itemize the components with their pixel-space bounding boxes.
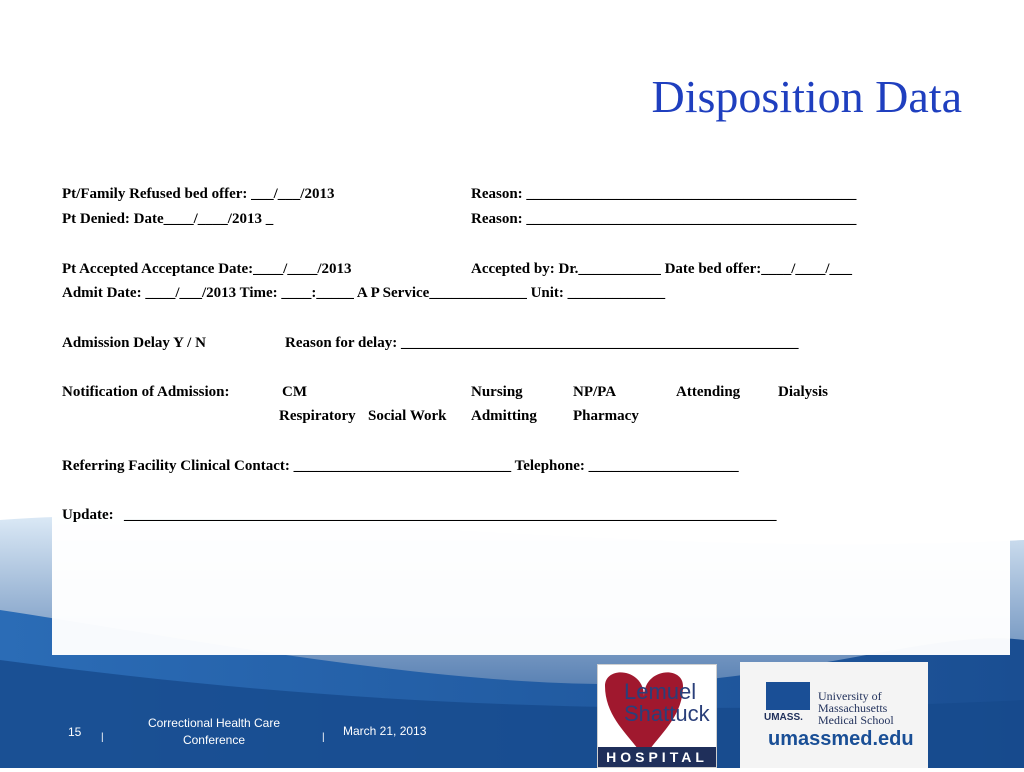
accepted-by-field: Accepted by: Dr.___________ Date bed offer:____/____/___: [471, 261, 853, 277]
admission-delay-field: Admission Delay Y / N: [62, 335, 206, 351]
umass-line-2: Massachusetts: [818, 701, 888, 715]
conference-line-1: Correctional Health Care: [147, 716, 281, 730]
lemuel-shattuck-logo: [597, 664, 717, 768]
lemuel-text: [624, 681, 710, 725]
notify-nursing: Nursing: [471, 384, 523, 400]
admit-date-field: Admit Date: ____/___/2013 Time: ____:_____ A P Service_____________ Unit: _____________: [62, 285, 666, 301]
conference-line-2: Conference: [182, 733, 246, 747]
page-number: 15: [68, 725, 82, 739]
footer-separator: |: [101, 732, 104, 743]
umass-line-1: University of: [818, 689, 882, 703]
notify-admitting: Admitting: [471, 408, 537, 424]
umass-mark-text: UMASS.: [764, 712, 803, 723]
slide-title: Disposition Data: [651, 71, 962, 122]
refused-bed-offer-field: Pt/Family Refused bed offer: ___/___/2013: [62, 186, 335, 202]
lemuel-line-2: Shattuck: [624, 701, 710, 726]
denied-reason-field: Reason: ____________________________________________: [471, 211, 857, 227]
umass-mark-icon: [766, 682, 810, 710]
notify-dialysis: Dialysis: [778, 384, 829, 400]
delay-reason-field: Reason for delay: _____________________________________________________: [285, 335, 799, 351]
footer-separator: |: [322, 732, 325, 743]
update-line: _______________________________________________________________________________________: [124, 507, 777, 523]
notify-pharmacy: Pharmacy: [573, 408, 639, 424]
umass-url: umassmed.edu: [768, 728, 914, 750]
refused-reason-field: Reason: ____________________________________________: [471, 186, 857, 202]
notify-social-work: Social Work: [368, 408, 447, 424]
notification-label: Notification of Admission:: [62, 384, 230, 400]
referring-contact-field: Referring Facility Clinical Contact: _____________________________ Telephone: ____________________: [62, 458, 739, 474]
footer-conference: [130, 715, 298, 749]
umass-logo: [740, 662, 928, 768]
umass-school-text: [818, 690, 894, 726]
umass-line-3: Medical School: [818, 713, 894, 727]
pt-denied-field: Pt Denied: Date____/____/2013 _: [62, 211, 274, 227]
notify-attending: Attending: [676, 384, 741, 400]
footer-date: March 21, 2013: [343, 724, 427, 738]
notify-cm: CM: [282, 384, 307, 400]
notify-respiratory: Respiratory: [279, 408, 356, 424]
hospital-banner: HOSPITAL: [598, 747, 716, 767]
notify-np-pa: NP/PA: [573, 384, 617, 400]
lemuel-line-1: Lemuel: [624, 679, 697, 704]
acceptance-date-field: Pt Accepted Acceptance Date:____/____/2013: [62, 261, 352, 277]
update-label: Update:: [62, 507, 114, 523]
